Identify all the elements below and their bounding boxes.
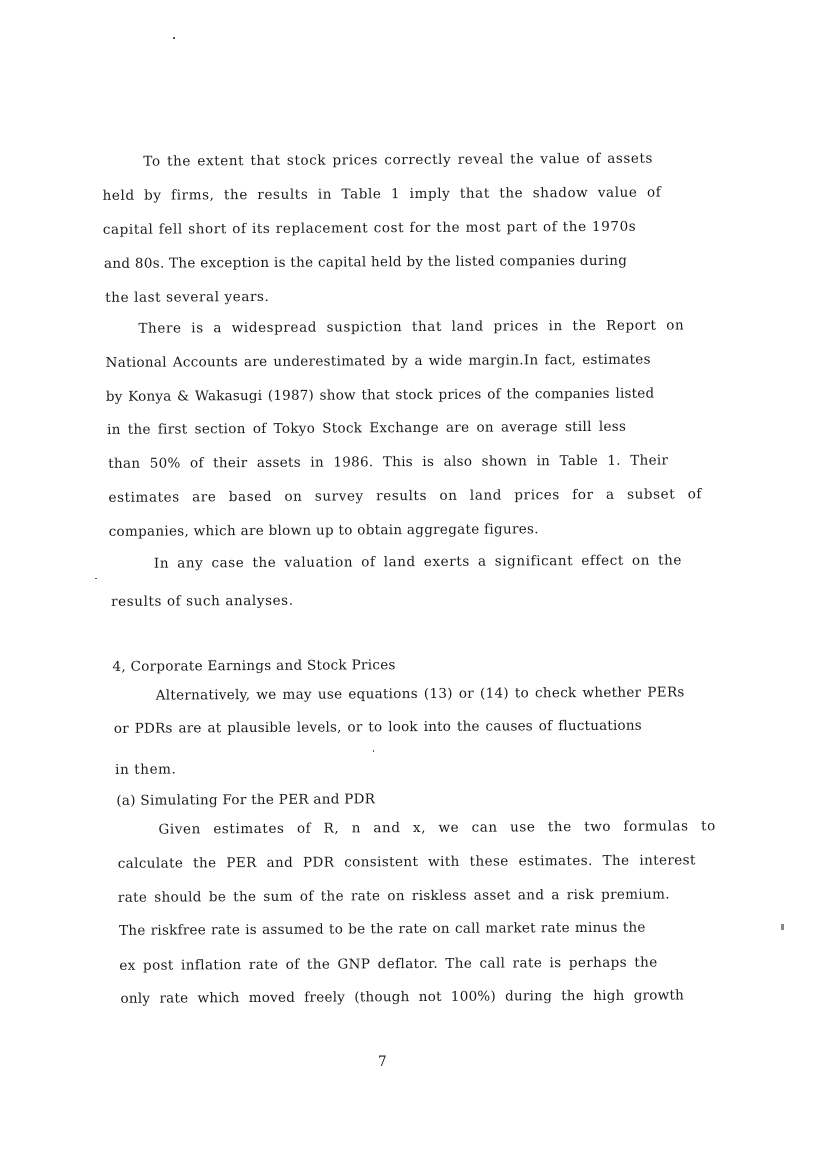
paragraph-1-line-4: and 80s. The exception is the capital held by the listed companies during — [103, 252, 628, 272]
paragraph-1-line-1: To the extent that stock prices correctly reveal the value of assets — [143, 150, 654, 170]
paragraph-1-line-5: the last several years. — [105, 288, 270, 306]
paragraph-2-line-2: National Accounts are underestimated by a wide margin.In fact, estimates — [105, 351, 651, 371]
paragraph-2-line-6: estimates are based on survey results on land prices for a subset of — [108, 486, 703, 506]
paragraph-2-line-4: in the first section of Tokyo Stock Exchange are on average still less — [106, 418, 627, 438]
paragraph-2-line-1: There is a widespread suspiction that land prices in the Report on — [138, 317, 685, 337]
paragraph-4-line-3: in them. — [115, 761, 177, 778]
paragraph-5-line-6: only rate which moved freely (though not 100%) during the high growth — [120, 987, 685, 1007]
paragraph-1-line-2: held by firms, the results in Table 1 imply that the shadow value of — [102, 184, 662, 204]
scan-speck — [95, 578, 97, 579]
page-number: 7 — [378, 1054, 387, 1070]
paragraph-5-line-5: ex post inflation rate of the GNP deflator. The call rate is perhaps the — [119, 954, 658, 974]
paragraph-5-line-1: Given estimates of R, n and x, we can use the two formulas to — [158, 818, 716, 838]
scan-speck — [373, 750, 374, 752]
paragraph-4-line-1: Alternatively, we may use equations (13) or (14) to check whether PERs — [155, 684, 685, 704]
subsection-heading: (a) Simulating For the PER and PDR — [116, 791, 376, 809]
scan-speck — [781, 924, 784, 930]
scan-speck — [173, 37, 175, 39]
paragraph-3-line-2: results of such analyses. — [111, 592, 294, 610]
paragraph-5-line-4: The riskfree rate is assumed to be the rate on call market rate minus the — [119, 919, 646, 939]
section-heading: 4, Corporate Earnings and Stock Prices — [112, 657, 396, 675]
paragraph-2-line-7: companies, which are blown up to obtain aggregate figures. — [108, 521, 539, 540]
paragraph-2-line-5: than 50% of their assets in 1986. This is also shown in Table 1. Their — [108, 452, 669, 472]
paragraph-4-line-2: or PDRs are at plausible levels, or to look into the causes of fluctuations — [113, 717, 642, 737]
paragraph-1-line-3: capital fell short of its replacement cost for the most part of the 1970s — [102, 218, 637, 238]
paragraph-3-line-1: In any case the valuation of land exerts a significant effect on the — [153, 552, 683, 572]
paragraph-5-line-3: rate should be the sum of the rate on riskless asset and a risk premium. — [117, 886, 670, 906]
paragraph-2-line-3: by Konya & Wakasugi (1987) show that stock prices of the companies listed — [105, 385, 655, 405]
paragraph-5-line-2: calculate the PER and PDR consistent with these estimates. The interest — [117, 852, 696, 872]
